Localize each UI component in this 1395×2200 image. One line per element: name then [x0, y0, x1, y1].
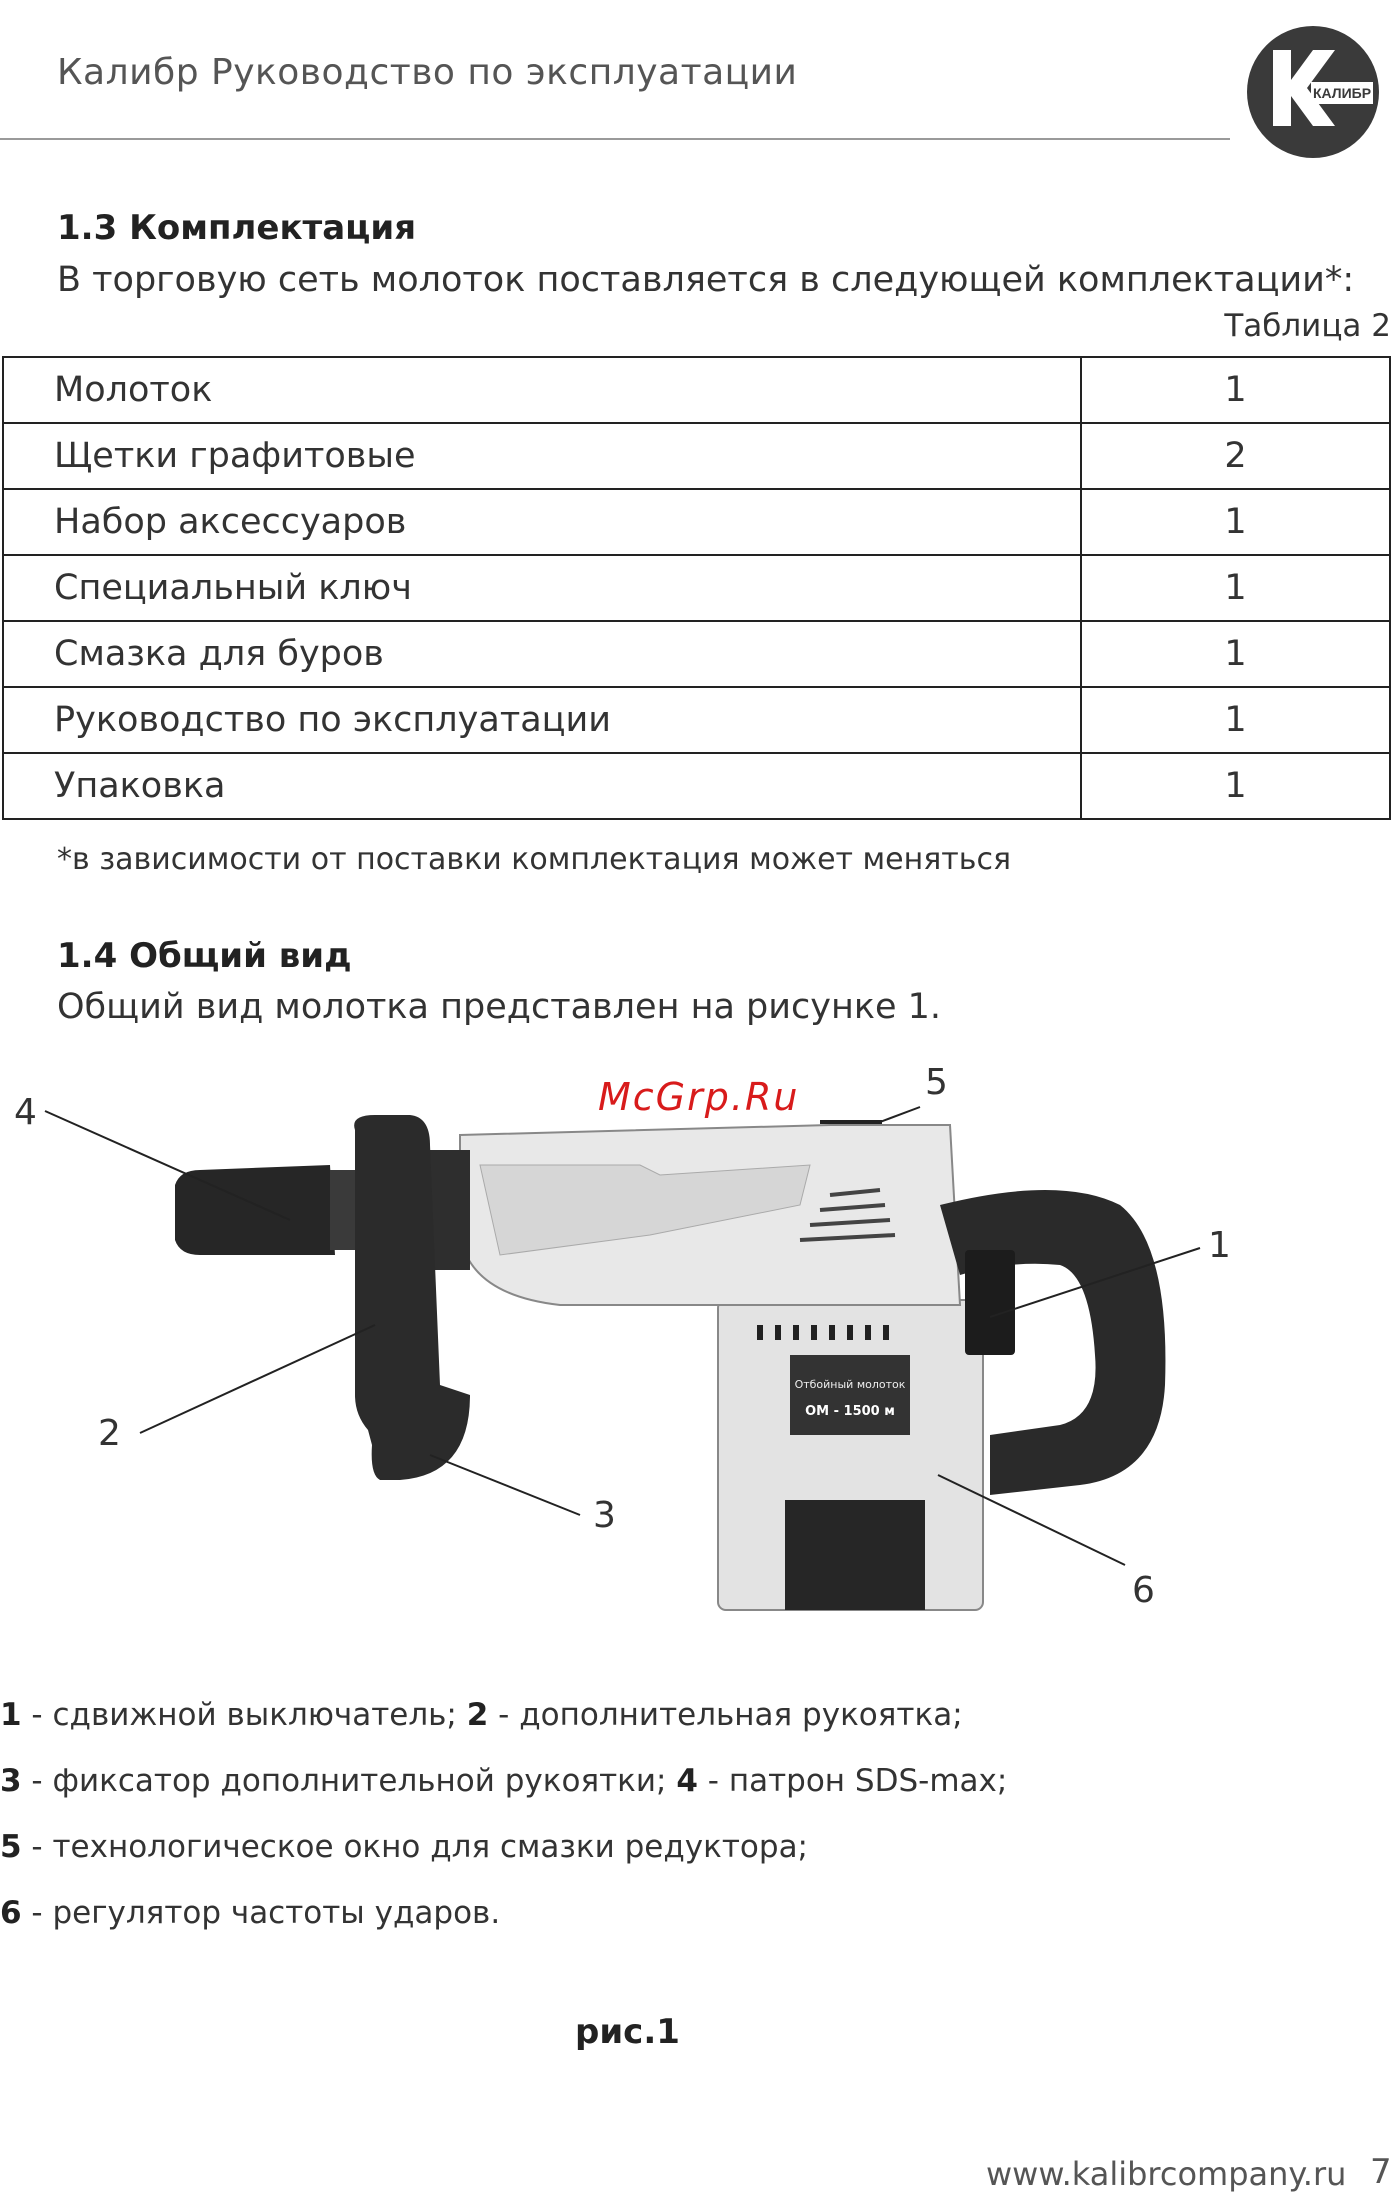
callout-3: 3 [593, 1495, 616, 1536]
kalibr-logo [1243, 22, 1383, 162]
table-row [3, 489, 1390, 555]
table-row [3, 357, 1390, 423]
header-divider [0, 138, 1230, 140]
section-heading-kit: 1.3 Комплектация [57, 208, 417, 248]
legend-line-3: 5 - технологическое окно для смазки редуктора; [0, 1829, 809, 1865]
callout-4: 4 [14, 1092, 37, 1133]
section-heading-overview: 1.4 Общий вид [57, 936, 352, 976]
table-caption: Таблица 2 [1224, 308, 1391, 344]
table-row [3, 423, 1390, 489]
item-quantity: 1 [1081, 687, 1390, 753]
demolition-hammer-figure [0, 1055, 1395, 1625]
legend-line-1: 1 - сдвижной выключатель; 2 - дополнительная рукоятка; [0, 1697, 963, 1733]
callout-5: 5 [925, 1062, 948, 1103]
base-block [785, 1500, 925, 1610]
kit-table [2, 356, 1391, 820]
item-name: Упаковка [3, 753, 1081, 819]
item-name: Щетки графитовые [3, 423, 1081, 489]
kit-intro: В торговую сеть молоток поставляется в следующей комплектации*: [57, 260, 1355, 300]
item-name: Набор аксессуаров [3, 489, 1081, 555]
kit-footnote: *в зависимости от поставки комплектация может меняться [57, 842, 1011, 877]
item-quantity: 1 [1081, 357, 1390, 423]
table-row [3, 687, 1390, 753]
item-quantity: 1 [1081, 753, 1390, 819]
item-name: Молоток [3, 357, 1081, 423]
item-name: Руководство по эксплуатации [3, 687, 1081, 753]
item-quantity: 1 [1081, 621, 1390, 687]
callout-6: 6 [1132, 1570, 1155, 1611]
watermark: McGrp.Ru [598, 1075, 800, 1119]
table-row [3, 753, 1390, 819]
callout-1: 1 [1208, 1225, 1231, 1266]
table-row [3, 621, 1390, 687]
model-plate-brand: Отбойный молоток [794, 1378, 906, 1391]
item-name: Специальный ключ [3, 555, 1081, 621]
model-plate [790, 1355, 910, 1435]
table-row [3, 555, 1390, 621]
overview-intro: Общий вид молотка представлен на рисунке 1. [57, 987, 942, 1027]
header-title: Калибр Руководство по эксплуатации [57, 52, 798, 93]
footer-url[interactable]: www.kalibrcompany.ru [986, 2155, 1347, 2193]
legend-line-4: 6 - регулятор частоты ударов. [0, 1895, 501, 1931]
figure-caption: рис.1 [575, 2012, 680, 2052]
legend-line-2: 3 - фиксатор дополнительной рукоятки; 4 - патрон SDS-max; [0, 1763, 1008, 1799]
item-quantity: 2 [1081, 423, 1390, 489]
item-quantity: 1 [1081, 555, 1390, 621]
slide-switch [965, 1250, 1015, 1355]
page-number: 7 [1370, 2152, 1392, 2192]
logo-text: КАЛИБР [1312, 85, 1372, 101]
model-plate-model: ОМ - 1500 м [805, 1404, 895, 1419]
item-quantity: 1 [1081, 489, 1390, 555]
item-name: Смазка для буров [3, 621, 1081, 687]
callout-2: 2 [98, 1413, 121, 1454]
